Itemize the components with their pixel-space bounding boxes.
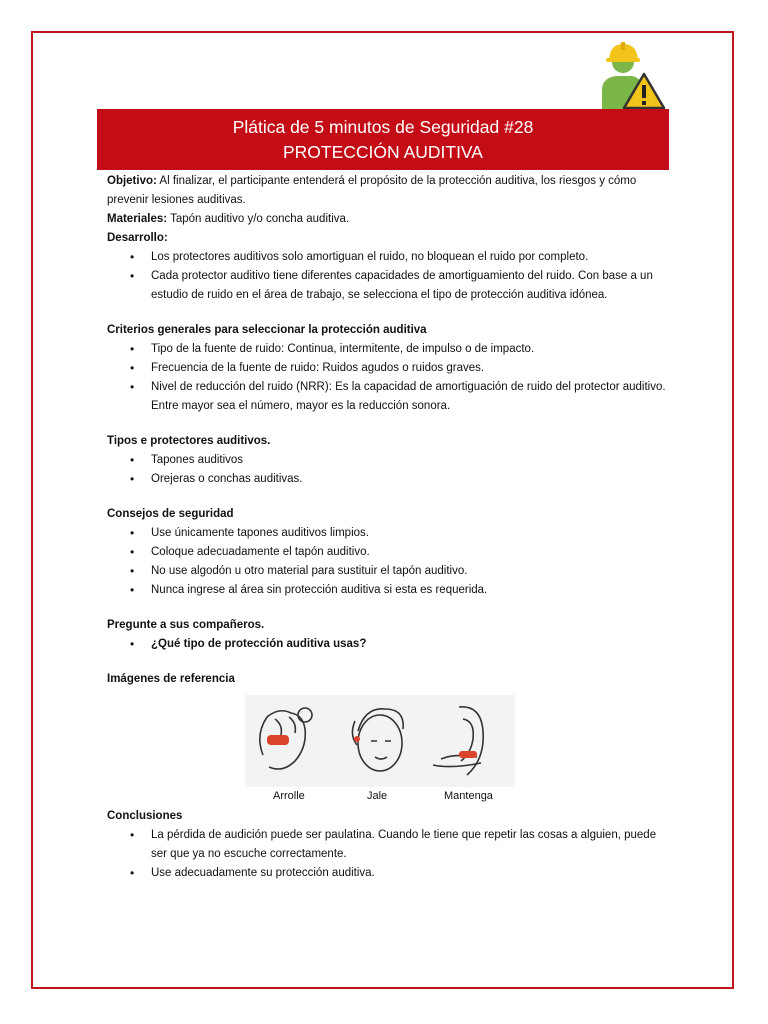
bullet-icon: •	[130, 545, 135, 559]
earplug-steps-illustration	[245, 695, 515, 787]
desarrollo-list	[107, 248, 667, 305]
title-banner	[97, 109, 669, 170]
bullet-icon: •	[130, 637, 135, 651]
reference-images	[245, 695, 515, 805]
list-item: • Tapones auditivos	[107, 451, 667, 470]
bullet-icon: •	[130, 453, 135, 467]
pregunte-heading: Pregunte a sus compañeros.	[107, 619, 265, 631]
imagenes-heading: Imágenes de referencia	[107, 673, 235, 685]
bullet-icon: •	[130, 583, 135, 597]
bullet-icon: •	[130, 828, 135, 842]
list-item: • Coloque adecuadamente el tapón auditivo.	[107, 543, 667, 562]
caption-arrolle: Arrolle	[273, 790, 305, 802]
consejos-heading: Consejos de seguridad	[107, 508, 234, 520]
list-item: • Use únicamente tapones auditivos limpios.	[107, 524, 667, 543]
list-item: • Los protectores auditivos solo amortiguan el ruido, no bloquean el ruido por completo.	[107, 248, 667, 267]
bullet-icon: •	[130, 526, 135, 540]
bullet-icon: •	[130, 866, 135, 880]
list-item: • La pérdida de audición puede ser paulatina. Cuando le tiene que repetir las cosas a alguien, puede ser que ya no escuche correctamente.	[130, 828, 657, 860]
document-body	[107, 172, 667, 883]
consejos-list	[107, 524, 667, 600]
page-title: Plática de 5 minutos de Seguridad #28	[232, 117, 534, 137]
list-item: • Orejeras o conchas auditivas.	[107, 470, 667, 489]
bullet-icon: •	[130, 472, 135, 486]
list-item: • Cada protector auditivo tiene diferentes capacidades de amortiguamiento del ruido. Con base a un estudio de ruido en el área de trabajo, se selecciona el tipo de protección auditiva idónea.	[130, 269, 653, 301]
bullet-icon: •	[130, 564, 135, 578]
bullet-icon: •	[130, 269, 135, 283]
tipos-heading: Tipos e protectores auditivos.	[107, 435, 271, 447]
list-item: • Tipo de la fuente de ruido: Continua, intermitente, de impulso o de impacto.	[107, 340, 667, 359]
materiales-label: Materiales:	[107, 213, 168, 225]
list-item: • Nivel de reducción del ruido (NRR): Es la capacidad de amortiguación de ruido del protector auditivo. Entre mayor sea el número, mayor es la reducción sonora.	[130, 380, 666, 412]
bullet-icon: •	[130, 342, 135, 356]
worker-warning-icon	[592, 38, 666, 110]
bullet-icon: •	[130, 380, 135, 394]
list-item: • No use algodón u otro material para sustituir el tapón auditivo.	[107, 562, 667, 581]
list-item: • ¿Qué tipo de protección auditiva usas?	[107, 635, 667, 654]
tipos-list	[107, 451, 667, 489]
caption-jale: Jale	[367, 790, 388, 802]
list-item: • Use adecuadamente su protección auditiva.	[107, 864, 667, 883]
list-item: • Frecuencia de la fuente de ruido: Ruidos agudos o ruidos graves.	[107, 359, 667, 378]
caption-mantenga: Mantenga	[444, 790, 493, 802]
conclusiones-list	[107, 826, 667, 883]
conclusiones-heading: Conclusiones	[107, 810, 183, 822]
page-subtitle: PROTECCIÓN AUDITIVA	[283, 142, 483, 162]
desarrollo-heading: Desarrollo:	[107, 232, 168, 244]
pregunte-list	[107, 635, 667, 654]
criterios-heading: Criterios generales para seleccionar la protección auditiva	[107, 324, 427, 336]
objetivo-label: Objetivo:	[107, 175, 157, 187]
bullet-icon: •	[130, 361, 135, 375]
objetivo-paragraph	[107, 172, 667, 210]
criterios-list	[107, 340, 667, 416]
materiales-text: Tapón auditivo y/o concha auditiva.	[167, 213, 350, 225]
list-item: • Nunca ingrese al área sin protección auditiva si esta es requerida.	[107, 581, 667, 600]
objetivo-text: Al finalizar, el participante entenderá el propósito de la protección auditiva, los riesgos y cómo prevenir lesiones auditivas.	[107, 175, 637, 206]
bullet-icon: •	[130, 250, 135, 264]
materiales-paragraph	[107, 210, 667, 229]
